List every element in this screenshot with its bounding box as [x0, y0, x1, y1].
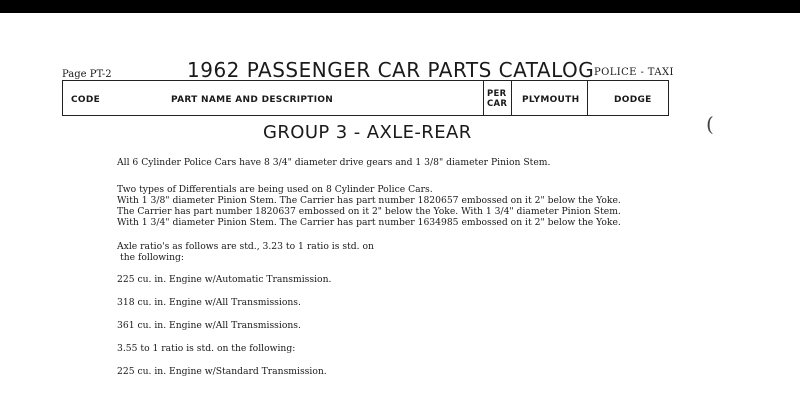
- column-per-car-cell: [483, 81, 512, 115]
- paragraph-line: With 1 3/8" diameter Pinion Stem. The Carrier has part number 1820657 embossed on it 2" below the Yoke.: [117, 195, 621, 206]
- column-per-label: PER: [487, 89, 507, 99]
- section-label: POLICE - TAXI: [594, 67, 674, 78]
- top-black-bar: [0, 0, 800, 13]
- paragraph-line: With 1 3/4" diameter Pinion Stem. The Carrier has part number 1634985 embossed on it 2" below the Yoke.: [117, 217, 621, 228]
- page-id: Page PT-2: [62, 69, 112, 80]
- list-item: 225 cu. in. Engine w/Standard Transmission.: [117, 366, 327, 377]
- column-header-box: [62, 80, 669, 116]
- column-plymouth-cell: [511, 81, 588, 115]
- margin-mark: (: [706, 112, 714, 136]
- list-item: 3.55 to 1 ratio is std. on the following:: [117, 343, 296, 354]
- list-item: 318 cu. in. Engine w/All Transmissions.: [117, 297, 301, 308]
- group-title: GROUP 3 - AXLE-REAR: [263, 122, 472, 143]
- column-dodge-cell: [587, 81, 671, 115]
- column-car-label: CAR: [487, 99, 508, 109]
- column-plymouth: PLYMOUTH: [522, 95, 580, 105]
- paragraph-line: Two types of Differentials are being used on 8 Cylinder Police Cars.: [117, 184, 433, 195]
- paragraph-line: the following:: [120, 252, 185, 263]
- list-item: 225 cu. in. Engine w/Automatic Transmission.: [117, 274, 332, 285]
- paragraph-line: Axle ratio's as follows are std., 3.23 to 1 ratio is std. on: [117, 241, 374, 252]
- column-code: CODE: [71, 95, 101, 105]
- column-part-description: PART NAME AND DESCRIPTION: [171, 95, 334, 105]
- list-item: 361 cu. in. Engine w/All Transmissions.: [117, 320, 301, 331]
- column-per-car: [487, 89, 507, 109]
- paragraph-line: The Carrier has part number 1820637 embossed on it 2" below the Yoke. With 1 3/4" diameter Pinion Stem.: [117, 206, 621, 217]
- paragraph-six-cylinder: All 6 Cylinder Police Cars have 8 3/4" diameter drive gears and 1 3/8" diameter Pinion Stem.: [117, 157, 551, 168]
- catalog-title: 1962 PASSENGER CAR PARTS CATALOG: [187, 58, 595, 82]
- column-dodge: DODGE: [614, 95, 652, 105]
